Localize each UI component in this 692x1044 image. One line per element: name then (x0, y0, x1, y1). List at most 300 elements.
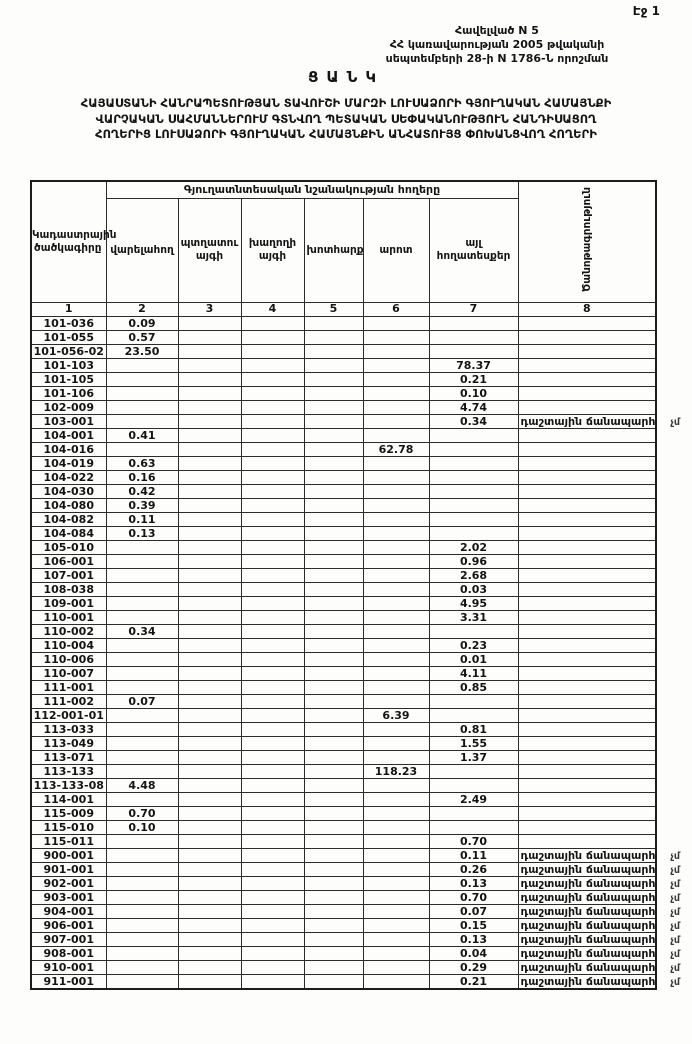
cell-hayfield (304, 610, 363, 624)
cell-other-lands (429, 526, 518, 540)
cell-vineyard (241, 512, 304, 526)
table-row (31, 484, 656, 498)
cell-vineyard (241, 344, 304, 358)
cell-note (518, 862, 681, 876)
cell-hayfield (304, 918, 363, 932)
cell-pasture (363, 750, 429, 764)
cell-hayfield (304, 428, 363, 442)
cell-other-lands: 0.21 (429, 372, 518, 386)
cell-vineyard (241, 358, 304, 372)
cell-fruit-orchard (178, 974, 241, 989)
cell-cadastral-code: 900-001 (31, 848, 106, 862)
cell-pasture (363, 498, 429, 512)
cell-note (518, 498, 656, 512)
cell-arable (106, 554, 178, 568)
cell-cadastral-code: 907-001 (31, 932, 106, 946)
table-row (31, 652, 656, 666)
table-row (31, 666, 656, 680)
cell-vineyard (241, 932, 304, 946)
cell-fruit-orchard (178, 414, 241, 428)
cell-cadastral-code: 104-016 (31, 442, 106, 456)
column-header-cadastral-code: Կադաստրային ծածկագիրը (31, 181, 106, 302)
note-text: դաշտային ճանապարհ (520, 960, 656, 974)
cell-arable: 0.42 (106, 484, 178, 498)
cell-arable (106, 932, 178, 946)
cell-arable (106, 750, 178, 764)
cell-vineyard (241, 330, 304, 344)
cell-vineyard (241, 666, 304, 680)
cell-other-lands: 0.15 (429, 918, 518, 932)
cell-cadastral-code: 113-033 (31, 722, 106, 736)
cell-hayfield (304, 470, 363, 484)
cell-arable (106, 918, 178, 932)
cell-pasture (363, 470, 429, 484)
cell-note (518, 344, 656, 358)
cell-arable (106, 834, 178, 848)
cell-pasture (363, 414, 429, 428)
cell-note (518, 750, 656, 764)
column-group-header-agricultural-lands: Գյուղատնտեսական նշանակության հողերը (106, 181, 518, 198)
cell-hayfield (304, 540, 363, 554)
cell-hayfield (304, 456, 363, 470)
cell-note (518, 806, 656, 820)
cell-hayfield (304, 792, 363, 806)
cell-cadastral-code: 104-084 (31, 526, 106, 540)
cell-pasture (363, 582, 429, 596)
table-row (31, 554, 656, 568)
cell-cadastral-code: 105-010 (31, 540, 106, 554)
cell-cadastral-code: 113-133 (31, 764, 106, 778)
table-row (31, 918, 656, 932)
cell-hayfield (304, 372, 363, 386)
note-text: դաշտային ճանապարհ (520, 414, 656, 428)
cell-vineyard (241, 694, 304, 708)
table-row (31, 358, 656, 372)
cell-fruit-orchard (178, 876, 241, 890)
cell-other-lands: 2.02 (429, 540, 518, 554)
cell-note (518, 428, 656, 442)
cell-fruit-orchard (178, 568, 241, 582)
cell-fruit-orchard (178, 526, 241, 540)
cell-arable (106, 540, 178, 554)
cell-hayfield (304, 960, 363, 974)
cell-fruit-orchard (178, 470, 241, 484)
cell-pasture (363, 890, 429, 904)
cell-other-lands (429, 344, 518, 358)
cell-cadastral-code: 103-001 (31, 414, 106, 428)
cell-vineyard (241, 918, 304, 932)
cell-other-lands: 4.95 (429, 596, 518, 610)
cell-hayfield (304, 904, 363, 918)
handwritten-margin-mark: չմ (670, 934, 681, 946)
column-header-arable: վարելահող (106, 198, 178, 302)
cell-other-lands: 0.34 (429, 414, 518, 428)
cell-fruit-orchard (178, 456, 241, 470)
cell-arable (106, 652, 178, 666)
cell-pasture (363, 400, 429, 414)
cell-pasture (363, 918, 429, 932)
cell-hayfield (304, 834, 363, 848)
note-text: դաշտային ճանապարհ (520, 890, 656, 904)
cell-cadastral-code: 109-001 (31, 596, 106, 610)
cell-fruit-orchard (178, 624, 241, 638)
cell-cadastral-code: 101-036 (31, 316, 106, 330)
handwritten-margin-mark: չմ (670, 878, 681, 890)
note-text: դաշտային ճանապարհ (520, 848, 656, 862)
cell-pasture (363, 834, 429, 848)
cell-fruit-orchard (178, 848, 241, 862)
cell-pasture (363, 624, 429, 638)
cell-pasture (363, 568, 429, 582)
cell-arable: 0.41 (106, 428, 178, 442)
cell-vineyard (241, 680, 304, 694)
cell-note (518, 890, 681, 904)
cell-cadastral-code: 107-001 (31, 568, 106, 582)
cell-fruit-orchard (178, 722, 241, 736)
handwritten-margin-mark: չմ (670, 906, 681, 918)
cell-pasture (363, 652, 429, 666)
cell-cadastral-code: 104-080 (31, 498, 106, 512)
cell-fruit-orchard (178, 428, 241, 442)
handwritten-margin-mark: չմ (670, 920, 681, 932)
cell-arable (106, 638, 178, 652)
cell-arable: 0.09 (106, 316, 178, 330)
note-text: դաշտային ճանապարհ (520, 876, 656, 890)
cell-arable (106, 876, 178, 890)
cell-fruit-orchard (178, 750, 241, 764)
cell-cadastral-code: 113-071 (31, 750, 106, 764)
cell-other-lands: 0.81 (429, 722, 518, 736)
cell-arable (106, 680, 178, 694)
cell-arable (106, 358, 178, 372)
cell-arable: 0.63 (106, 456, 178, 470)
cell-hayfield (304, 498, 363, 512)
table-row (31, 848, 656, 862)
cell-vineyard (241, 540, 304, 554)
cell-pasture (363, 428, 429, 442)
cell-hayfield (304, 932, 363, 946)
cell-fruit-orchard (178, 932, 241, 946)
cell-note (518, 904, 681, 918)
cell-note (518, 442, 656, 456)
cell-hayfield (304, 736, 363, 750)
cell-hayfield (304, 582, 363, 596)
cell-vineyard (241, 960, 304, 974)
cell-arable: 0.13 (106, 526, 178, 540)
appendix-block (302, 24, 692, 66)
column-header-note (518, 181, 656, 302)
cell-arable (106, 400, 178, 414)
cell-cadastral-code: 115-011 (31, 834, 106, 848)
cell-arable (106, 904, 178, 918)
cell-fruit-orchard (178, 512, 241, 526)
cell-pasture: 118.23 (363, 764, 429, 778)
cell-pasture: 6.39 (363, 708, 429, 722)
cell-arable (106, 610, 178, 624)
cell-pasture (363, 358, 429, 372)
table-row (31, 722, 656, 736)
cell-note (518, 624, 656, 638)
cell-note (518, 932, 681, 946)
cell-note (518, 834, 656, 848)
cell-arable (106, 792, 178, 806)
cell-vineyard (241, 806, 304, 820)
table-row (31, 568, 656, 582)
appendix-line-2: ՀՀ կառավարության 2005 թվականի (389, 38, 605, 51)
cell-other-lands (429, 330, 518, 344)
cell-hayfield (304, 358, 363, 372)
cell-vineyard (241, 386, 304, 400)
cell-hayfield (304, 386, 363, 400)
cell-vineyard (241, 778, 304, 792)
appendix-line-1: Հավելված N 5 (455, 24, 539, 37)
cell-cadastral-code: 104-030 (31, 484, 106, 498)
cell-cadastral-code: 110-006 (31, 652, 106, 666)
cell-note (518, 330, 656, 344)
column-number-2: 2 (106, 302, 178, 316)
cell-fruit-orchard (178, 764, 241, 778)
table-row (31, 904, 656, 918)
cell-note (518, 484, 656, 498)
cell-hayfield (304, 596, 363, 610)
cell-fruit-orchard (178, 596, 241, 610)
cell-note (518, 568, 656, 582)
cell-pasture (363, 386, 429, 400)
cell-other-lands: 0.07 (429, 904, 518, 918)
cell-vineyard (241, 582, 304, 596)
cell-pasture (363, 876, 429, 890)
column-number-4: 4 (241, 302, 304, 316)
cell-cadastral-code: 102-009 (31, 400, 106, 414)
cell-vineyard (241, 708, 304, 722)
cell-fruit-orchard (178, 806, 241, 820)
cell-other-lands: 1.37 (429, 750, 518, 764)
cell-arable (106, 736, 178, 750)
cell-note (518, 876, 681, 890)
table-row (31, 708, 656, 722)
subtitle-line-3: ՀՈՂԵՐԻՑ ԼՈՒՍԱՁՈՐԻ ԳՅՈՒՂԱԿԱՆ ՀԱՄԱՅՆՔԻՆ ԱՆՀԱՏՈՒՅՑ ՓՈԽԱՆՑՎՈՂ ՀՈՂԵՐԻ (95, 127, 597, 141)
table-row (31, 456, 656, 470)
cell-hayfield (304, 554, 363, 568)
cell-vineyard (241, 414, 304, 428)
cell-other-lands: 0.29 (429, 960, 518, 974)
cell-fruit-orchard (178, 372, 241, 386)
cell-pasture (363, 596, 429, 610)
table-row (31, 372, 656, 386)
column-header-pasture: արոտ (363, 198, 429, 302)
cell-hayfield (304, 848, 363, 862)
cell-other-lands: 1.55 (429, 736, 518, 750)
cell-arable (106, 890, 178, 904)
cell-note (518, 358, 656, 372)
cell-fruit-orchard (178, 778, 241, 792)
cell-vineyard (241, 554, 304, 568)
cell-other-lands: 78.37 (429, 358, 518, 372)
cell-fruit-orchard (178, 582, 241, 596)
note-header-vertical-text: Ծանոթագրություն (580, 187, 593, 293)
cell-other-lands (429, 442, 518, 456)
cell-note (518, 456, 656, 470)
cell-cadastral-code: 110-007 (31, 666, 106, 680)
cell-fruit-orchard (178, 652, 241, 666)
cell-cadastral-code: 910-001 (31, 960, 106, 974)
table-row (31, 974, 656, 989)
cell-other-lands: 0.96 (429, 554, 518, 568)
cell-note (518, 792, 656, 806)
cell-note (518, 470, 656, 484)
cell-pasture (363, 526, 429, 540)
cell-note (518, 400, 656, 414)
cell-hayfield (304, 652, 363, 666)
cell-hayfield (304, 820, 363, 834)
table-row (31, 610, 656, 624)
cell-note (518, 946, 681, 960)
cell-pasture (363, 554, 429, 568)
cell-arable (106, 386, 178, 400)
cell-vineyard (241, 820, 304, 834)
cell-fruit-orchard (178, 708, 241, 722)
cell-note (518, 316, 656, 330)
table-row (31, 764, 656, 778)
note-text: դաշտային ճանապարհ (520, 904, 656, 918)
cell-note (518, 680, 656, 694)
cell-fruit-orchard (178, 442, 241, 456)
cell-other-lands: 0.01 (429, 652, 518, 666)
handwritten-margin-mark: չմ (670, 962, 681, 974)
page-number-label: Էջ 1 (632, 4, 660, 18)
cell-pasture (363, 372, 429, 386)
cell-fruit-orchard (178, 792, 241, 806)
subtitle-line-1: ՀԱՅԱՍՏԱՆԻ ՀԱՆՐԱՊԵՏՈՒԹՅԱՆ ՏԱՎՈՒՇԻ ՄԱՐԶԻ ԼՈՒՍԱՁՈՐԻ ԳՅՈՒՂԱԿԱՆ ՀԱՄԱՅՆՔԻ (80, 96, 612, 110)
cell-cadastral-code: 908-001 (31, 946, 106, 960)
cell-arable (106, 442, 178, 456)
cell-cadastral-code: 902-001 (31, 876, 106, 890)
cell-pasture (363, 736, 429, 750)
document-title: ՑԱՆԿ (307, 68, 385, 86)
cell-note (518, 722, 656, 736)
table-row (31, 638, 656, 652)
cell-note (518, 974, 681, 989)
cell-cadastral-code: 904-001 (31, 904, 106, 918)
cell-fruit-orchard (178, 330, 241, 344)
note-text: դաշտային ճանապարհ (520, 946, 656, 960)
column-number-8: 8 (518, 302, 656, 316)
cell-vineyard (241, 890, 304, 904)
cell-note (518, 848, 681, 862)
table-row (31, 442, 656, 456)
subtitle-line-2: ՎԱՐՉԱԿԱՆ ՍԱՀՄԱՆՆԵՐՈՒՄ ԳՏՆՎՈՂ ՊԵՏԱԿԱՆ ՍԵՓԱԿԱՆՈՒԹՅՈՒՆ ՀԱՆԴԻՍԱՑՈՂ (95, 111, 597, 126)
cell-hayfield (304, 974, 363, 989)
column-number-6: 6 (363, 302, 429, 316)
cell-fruit-orchard (178, 946, 241, 960)
cell-vineyard (241, 792, 304, 806)
cell-other-lands: 0.13 (429, 932, 518, 946)
cell-pasture (363, 848, 429, 862)
cell-hayfield (304, 694, 363, 708)
cell-other-lands (429, 778, 518, 792)
table-row (31, 890, 656, 904)
cell-cadastral-code: 911-001 (31, 974, 106, 989)
cell-vineyard (241, 946, 304, 960)
cell-cadastral-code: 110-002 (31, 624, 106, 638)
cell-cadastral-code: 101-103 (31, 358, 106, 372)
cell-fruit-orchard (178, 862, 241, 876)
cell-cadastral-code: 101-106 (31, 386, 106, 400)
cell-note (518, 666, 656, 680)
column-number-7: 7 (429, 302, 518, 316)
cell-arable (106, 708, 178, 722)
cell-cadastral-code: 111-001 (31, 680, 106, 694)
cell-other-lands: 0.03 (429, 582, 518, 596)
cell-cadastral-code: 115-010 (31, 820, 106, 834)
cell-hayfield (304, 512, 363, 526)
table-row (31, 344, 656, 358)
table-row (31, 932, 656, 946)
cell-note (518, 694, 656, 708)
cell-other-lands (429, 484, 518, 498)
cell-vineyard (241, 904, 304, 918)
cell-other-lands: 0.21 (429, 974, 518, 989)
cell-other-lands: 2.49 (429, 792, 518, 806)
cell-arable (106, 372, 178, 386)
cell-pasture (363, 960, 429, 974)
note-text: դաշտային ճանապարհ (520, 918, 656, 932)
land-transfer-table (30, 180, 681, 990)
cell-arable (106, 974, 178, 989)
cell-cadastral-code: 108-038 (31, 582, 106, 596)
cell-arable (106, 946, 178, 960)
column-number-1: 1 (31, 302, 106, 316)
cell-arable (106, 764, 178, 778)
cell-other-lands: 0.23 (429, 638, 518, 652)
cell-other-lands: 3.31 (429, 610, 518, 624)
cell-arable (106, 414, 178, 428)
cell-note (518, 764, 656, 778)
cell-arable (106, 960, 178, 974)
cell-hayfield (304, 666, 363, 680)
cell-cadastral-code: 113-133-08 (31, 778, 106, 792)
cell-other-lands: 0.70 (429, 890, 518, 904)
cell-hayfield (304, 624, 363, 638)
cell-other-lands: 0.13 (429, 876, 518, 890)
cell-note (518, 540, 656, 554)
cell-other-lands: 0.11 (429, 848, 518, 862)
cell-pasture (363, 330, 429, 344)
cell-other-lands (429, 428, 518, 442)
cell-vineyard (241, 848, 304, 862)
cell-fruit-orchard (178, 610, 241, 624)
cell-vineyard (241, 442, 304, 456)
cell-other-lands (429, 456, 518, 470)
cell-pasture (363, 792, 429, 806)
table-row (31, 778, 656, 792)
cell-fruit-orchard (178, 498, 241, 512)
header-row-group (31, 181, 656, 198)
cell-vineyard (241, 428, 304, 442)
cell-fruit-orchard (178, 960, 241, 974)
cell-fruit-orchard (178, 680, 241, 694)
cell-pasture (363, 932, 429, 946)
cell-other-lands: 2.68 (429, 568, 518, 582)
appendix-line-3: սեպտեմբերի 28-ի N 1786-Ն որոշման (385, 52, 609, 65)
column-number-row (31, 302, 656, 316)
cell-arable (106, 862, 178, 876)
cell-cadastral-code: 113-049 (31, 736, 106, 750)
column-header-fruit-orchard: պտղատու այգի (178, 198, 241, 302)
cell-note (518, 512, 656, 526)
column-header-hayfield: խոտհարք (304, 198, 363, 302)
cell-note (518, 960, 681, 974)
